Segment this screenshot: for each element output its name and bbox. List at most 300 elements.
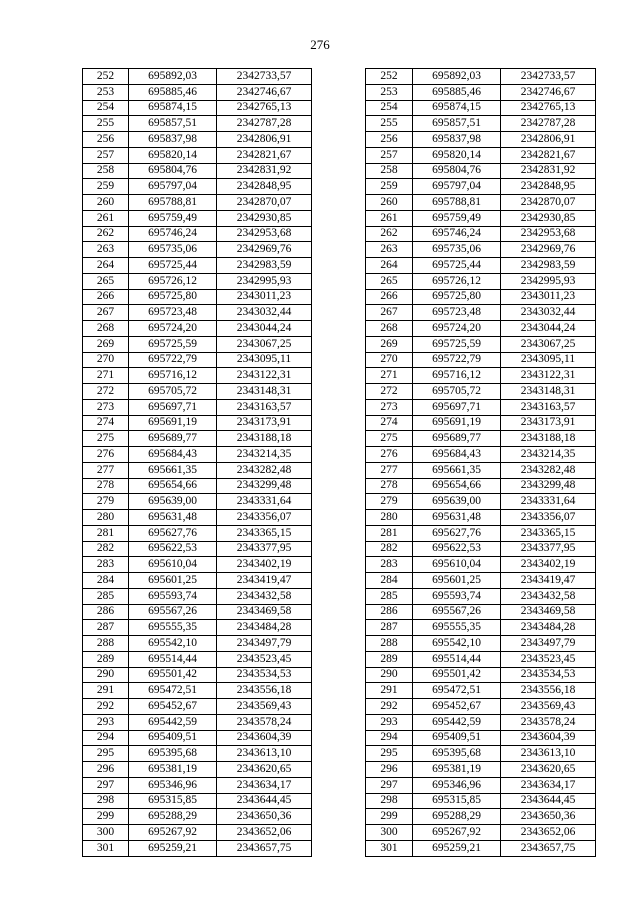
right-x-coordinate-cell: 695820,14 [413,147,501,163]
right-point-number-cell: 285 [366,588,413,604]
table-row [83,604,596,620]
column-gap [312,415,366,431]
right-point-number-cell: 256 [366,132,413,148]
right-point-number-cell: 266 [366,289,413,305]
right-point-number-cell: 267 [366,305,413,321]
right-y-coordinate-cell: 2343556,18 [501,683,596,699]
table-row [83,289,596,305]
table-row [83,273,596,289]
left-y-coordinate-cell: 2343523,45 [217,651,312,667]
left-x-coordinate-cell: 695797,04 [129,179,217,195]
right-point-number-cell: 283 [366,557,413,573]
right-point-number-cell: 260 [366,195,413,211]
left-y-coordinate-cell: 2343122,31 [217,368,312,384]
right-y-coordinate-cell: 2342930,85 [501,210,596,226]
right-y-coordinate-cell: 2342983,59 [501,258,596,274]
column-gap [312,525,366,541]
left-x-coordinate-cell: 695639,00 [129,494,217,510]
table-row [83,636,596,652]
left-y-coordinate-cell: 2342733,57 [217,69,312,85]
table-row [83,431,596,447]
left-point-number-cell: 289 [83,651,129,667]
left-x-coordinate-cell: 695726,12 [129,273,217,289]
left-y-coordinate-cell: 2343214,35 [217,447,312,463]
right-y-coordinate-cell: 2343148,31 [501,384,596,400]
right-y-coordinate-cell: 2343523,45 [501,651,596,667]
column-gap [312,147,366,163]
column-gap [312,84,366,100]
right-y-coordinate-cell: 2343497,79 [501,636,596,652]
left-x-coordinate-cell: 695315,85 [129,793,217,809]
table-row [83,525,596,541]
right-point-number-cell: 301 [366,840,413,856]
right-point-number-cell: 296 [366,762,413,778]
right-point-number-cell: 264 [366,258,413,274]
column-gap [312,447,366,463]
table-row [83,399,596,415]
table-row [83,447,596,463]
table-row [83,352,596,368]
right-point-number-cell: 259 [366,179,413,195]
table-row [83,478,596,494]
left-point-number-cell: 268 [83,321,129,337]
left-x-coordinate-cell: 695722,79 [129,352,217,368]
right-y-coordinate-cell: 2343419,47 [501,573,596,589]
right-x-coordinate-cell: 695725,59 [413,336,501,352]
left-y-coordinate-cell: 2343432,58 [217,588,312,604]
right-y-coordinate-cell: 2343652,06 [501,825,596,841]
left-point-number-cell: 279 [83,494,129,510]
right-point-number-cell: 297 [366,777,413,793]
table-row [83,683,596,699]
right-x-coordinate-cell: 695452,67 [413,699,501,715]
right-x-coordinate-cell: 695797,04 [413,179,501,195]
left-y-coordinate-cell: 2342983,59 [217,258,312,274]
left-point-number-cell: 270 [83,352,129,368]
right-y-coordinate-cell: 2343011,23 [501,289,596,305]
left-y-coordinate-cell: 2343620,65 [217,762,312,778]
right-x-coordinate-cell: 695837,98 [413,132,501,148]
column-gap [312,557,366,573]
table-row [83,651,596,667]
right-x-coordinate-cell: 695501,42 [413,667,501,683]
right-x-coordinate-cell: 695716,12 [413,368,501,384]
left-point-number-cell: 299 [83,809,129,825]
left-y-coordinate-cell: 2343148,31 [217,384,312,400]
left-y-coordinate-cell: 2343163,57 [217,399,312,415]
left-y-coordinate-cell: 2343534,53 [217,667,312,683]
right-y-coordinate-cell: 2343044,24 [501,321,596,337]
right-x-coordinate-cell: 695759,49 [413,210,501,226]
column-gap [312,667,366,683]
column-gap [312,699,366,715]
column-gap [312,510,366,526]
left-x-coordinate-cell: 695804,76 [129,163,217,179]
left-x-coordinate-cell: 695705,72 [129,384,217,400]
left-point-number-cell: 284 [83,573,129,589]
left-x-coordinate-cell: 695501,42 [129,667,217,683]
right-y-coordinate-cell: 2343620,65 [501,762,596,778]
column-gap [312,462,366,478]
table-row [83,840,596,856]
table-row [83,730,596,746]
right-y-coordinate-cell: 2342765,13 [501,100,596,116]
right-y-coordinate-cell: 2342746,67 [501,84,596,100]
column-gap [312,289,366,305]
left-y-coordinate-cell: 2343569,43 [217,699,312,715]
column-gap [312,620,366,636]
right-x-coordinate-cell: 695892,03 [413,69,501,85]
right-x-coordinate-cell: 695722,79 [413,352,501,368]
left-y-coordinate-cell: 2343578,24 [217,714,312,730]
right-point-number-cell: 293 [366,714,413,730]
left-point-number-cell: 261 [83,210,129,226]
table-row [83,510,596,526]
left-y-coordinate-cell: 2343657,75 [217,840,312,856]
column-gap [312,825,366,841]
column-gap [312,179,366,195]
left-y-coordinate-cell: 2342848,95 [217,179,312,195]
column-gap [312,69,366,85]
table-row [83,210,596,226]
column-gap [312,100,366,116]
left-y-coordinate-cell: 2343173,91 [217,415,312,431]
left-point-number-cell: 259 [83,179,129,195]
right-point-number-cell: 253 [366,84,413,100]
left-point-number-cell: 252 [83,69,129,85]
left-y-coordinate-cell: 2343365,15 [217,525,312,541]
table-row [83,179,596,195]
left-x-coordinate-cell: 695716,12 [129,368,217,384]
left-x-coordinate-cell: 695788,81 [129,195,217,211]
column-gap [312,683,366,699]
left-x-coordinate-cell: 695724,20 [129,321,217,337]
column-gap [312,273,366,289]
left-point-number-cell: 264 [83,258,129,274]
column-gap [312,399,366,415]
left-point-number-cell: 277 [83,462,129,478]
left-point-number-cell: 265 [83,273,129,289]
table-row [83,384,596,400]
left-y-coordinate-cell: 2343419,47 [217,573,312,589]
left-x-coordinate-cell: 695567,26 [129,604,217,620]
right-x-coordinate-cell: 695691,19 [413,415,501,431]
column-gap [312,478,366,494]
left-point-number-cell: 257 [83,147,129,163]
left-x-coordinate-cell: 695267,92 [129,825,217,841]
left-point-number-cell: 282 [83,541,129,557]
table-row [83,746,596,762]
right-y-coordinate-cell: 2343095,11 [501,352,596,368]
right-point-number-cell: 289 [366,651,413,667]
right-y-coordinate-cell: 2343534,53 [501,667,596,683]
left-x-coordinate-cell: 695820,14 [129,147,217,163]
table-row [83,258,596,274]
left-point-number-cell: 281 [83,525,129,541]
column-gap [312,793,366,809]
left-point-number-cell: 283 [83,557,129,573]
right-y-coordinate-cell: 2343282,48 [501,462,596,478]
left-y-coordinate-cell: 2343604,39 [217,730,312,746]
right-point-number-cell: 281 [366,525,413,541]
right-y-coordinate-cell: 2343402,19 [501,557,596,573]
right-x-coordinate-cell: 695885,46 [413,84,501,100]
right-point-number-cell: 272 [366,384,413,400]
column-gap [312,352,366,368]
right-point-number-cell: 254 [366,100,413,116]
table-row [83,368,596,384]
table-row [83,305,596,321]
right-x-coordinate-cell: 695442,59 [413,714,501,730]
right-point-number-cell: 300 [366,825,413,841]
right-x-coordinate-cell: 695804,76 [413,163,501,179]
right-point-number-cell: 265 [366,273,413,289]
table-row [83,195,596,211]
column-gap [312,777,366,793]
right-x-coordinate-cell: 695654,66 [413,478,501,494]
column-gap [312,305,366,321]
left-x-coordinate-cell: 695601,25 [129,573,217,589]
column-gap [312,746,366,762]
right-y-coordinate-cell: 2343188,18 [501,431,596,447]
right-y-coordinate-cell: 2343569,43 [501,699,596,715]
left-y-coordinate-cell: 2343067,25 [217,336,312,352]
right-x-coordinate-cell: 695639,00 [413,494,501,510]
column-gap [312,588,366,604]
right-x-coordinate-cell: 695259,21 [413,840,501,856]
table-row [83,69,596,85]
right-x-coordinate-cell: 695542,10 [413,636,501,652]
right-y-coordinate-cell: 2343578,24 [501,714,596,730]
table-row [83,226,596,242]
table-row [83,321,596,337]
table-row [83,462,596,478]
left-x-coordinate-cell: 695288,29 [129,809,217,825]
left-y-coordinate-cell: 2343044,24 [217,321,312,337]
left-y-coordinate-cell: 2343497,79 [217,636,312,652]
right-y-coordinate-cell: 2342733,57 [501,69,596,85]
right-x-coordinate-cell: 695381,19 [413,762,501,778]
right-y-coordinate-cell: 2343067,25 [501,336,596,352]
right-x-coordinate-cell: 695723,48 [413,305,501,321]
column-gap [312,762,366,778]
table-row [83,714,596,730]
left-point-number-cell: 254 [83,100,129,116]
right-x-coordinate-cell: 695627,76 [413,525,501,541]
left-x-coordinate-cell: 695885,46 [129,84,217,100]
column-gap [312,494,366,510]
right-x-coordinate-cell: 695267,92 [413,825,501,841]
right-x-coordinate-cell: 695788,81 [413,195,501,211]
left-point-number-cell: 294 [83,730,129,746]
left-y-coordinate-cell: 2343634,17 [217,777,312,793]
right-x-coordinate-cell: 695689,77 [413,431,501,447]
left-point-number-cell: 293 [83,714,129,730]
right-x-coordinate-cell: 695315,85 [413,793,501,809]
left-x-coordinate-cell: 695381,19 [129,762,217,778]
left-y-coordinate-cell: 2343011,23 [217,289,312,305]
left-point-number-cell: 300 [83,825,129,841]
table-row [83,415,596,431]
right-point-number-cell: 292 [366,699,413,715]
table-row [83,762,596,778]
right-x-coordinate-cell: 695555,35 [413,620,501,636]
table-row [83,84,596,100]
table-row [83,667,596,683]
right-x-coordinate-cell: 695409,51 [413,730,501,746]
left-y-coordinate-cell: 2343650,36 [217,809,312,825]
left-x-coordinate-cell: 695725,59 [129,336,217,352]
left-x-coordinate-cell: 695395,68 [129,746,217,762]
right-x-coordinate-cell: 695593,74 [413,588,501,604]
right-point-number-cell: 277 [366,462,413,478]
left-point-number-cell: 258 [83,163,129,179]
left-point-number-cell: 274 [83,415,129,431]
right-y-coordinate-cell: 2343214,35 [501,447,596,463]
right-x-coordinate-cell: 695697,71 [413,399,501,415]
right-point-number-cell: 271 [366,368,413,384]
right-point-number-cell: 284 [366,573,413,589]
left-point-number-cell: 260 [83,195,129,211]
left-x-coordinate-cell: 695542,10 [129,636,217,652]
right-y-coordinate-cell: 2343604,39 [501,730,596,746]
column-gap [312,210,366,226]
right-x-coordinate-cell: 695514,44 [413,651,501,667]
left-x-coordinate-cell: 695472,51 [129,683,217,699]
right-x-coordinate-cell: 695735,06 [413,242,501,258]
right-y-coordinate-cell: 2342969,76 [501,242,596,258]
left-point-number-cell: 276 [83,447,129,463]
right-y-coordinate-cell: 2343484,28 [501,620,596,636]
left-y-coordinate-cell: 2343299,48 [217,478,312,494]
right-x-coordinate-cell: 695622,53 [413,541,501,557]
left-y-coordinate-cell: 2342870,07 [217,195,312,211]
right-point-number-cell: 275 [366,431,413,447]
right-y-coordinate-cell: 2343032,44 [501,305,596,321]
right-point-number-cell: 286 [366,604,413,620]
right-x-coordinate-cell: 695874,15 [413,100,501,116]
left-x-coordinate-cell: 695746,24 [129,226,217,242]
column-gap [312,195,366,211]
left-y-coordinate-cell: 2343377,95 [217,541,312,557]
right-point-number-cell: 282 [366,541,413,557]
right-point-number-cell: 255 [366,116,413,132]
right-x-coordinate-cell: 695857,51 [413,116,501,132]
left-y-coordinate-cell: 2343331,64 [217,494,312,510]
table-row [83,793,596,809]
right-y-coordinate-cell: 2342831,92 [501,163,596,179]
right-x-coordinate-cell: 695288,29 [413,809,501,825]
table-row [83,336,596,352]
column-gap [312,321,366,337]
right-point-number-cell: 280 [366,510,413,526]
left-x-coordinate-cell: 695759,49 [129,210,217,226]
left-point-number-cell: 280 [83,510,129,526]
right-y-coordinate-cell: 2343173,91 [501,415,596,431]
right-y-coordinate-cell: 2342806,91 [501,132,596,148]
left-x-coordinate-cell: 695631,48 [129,510,217,526]
left-y-coordinate-cell: 2343484,28 [217,620,312,636]
right-y-coordinate-cell: 2343657,75 [501,840,596,856]
left-x-coordinate-cell: 695691,19 [129,415,217,431]
column-gap [312,714,366,730]
left-x-coordinate-cell: 695725,44 [129,258,217,274]
right-y-coordinate-cell: 2342787,28 [501,116,596,132]
right-point-number-cell: 278 [366,478,413,494]
left-x-coordinate-cell: 695514,44 [129,651,217,667]
right-x-coordinate-cell: 695631,48 [413,510,501,526]
left-x-coordinate-cell: 695892,03 [129,69,217,85]
right-y-coordinate-cell: 2343122,31 [501,368,596,384]
right-point-number-cell: 257 [366,147,413,163]
left-x-coordinate-cell: 695627,76 [129,525,217,541]
left-y-coordinate-cell: 2342831,92 [217,163,312,179]
left-point-number-cell: 262 [83,226,129,242]
left-point-number-cell: 301 [83,840,129,856]
right-point-number-cell: 295 [366,746,413,762]
left-x-coordinate-cell: 695723,48 [129,305,217,321]
right-y-coordinate-cell: 2343644,45 [501,793,596,809]
left-y-coordinate-cell: 2343613,10 [217,746,312,762]
left-y-coordinate-cell: 2343032,44 [217,305,312,321]
left-x-coordinate-cell: 695689,77 [129,431,217,447]
left-point-number-cell: 286 [83,604,129,620]
left-x-coordinate-cell: 695409,51 [129,730,217,746]
right-y-coordinate-cell: 2343613,10 [501,746,596,762]
left-y-coordinate-cell: 2343652,06 [217,825,312,841]
left-y-coordinate-cell: 2342806,91 [217,132,312,148]
table-row [83,494,596,510]
left-point-number-cell: 255 [83,116,129,132]
left-point-number-cell: 291 [83,683,129,699]
left-point-number-cell: 272 [83,384,129,400]
table-row [83,573,596,589]
right-point-number-cell: 268 [366,321,413,337]
left-point-number-cell: 295 [83,746,129,762]
right-y-coordinate-cell: 2343356,07 [501,510,596,526]
right-point-number-cell: 287 [366,620,413,636]
left-point-number-cell: 278 [83,478,129,494]
column-gap [312,242,366,258]
column-gap [312,730,366,746]
left-point-number-cell: 273 [83,399,129,415]
left-y-coordinate-cell: 2342995,93 [217,273,312,289]
right-point-number-cell: 294 [366,730,413,746]
column-gap [312,541,366,557]
table-row [83,557,596,573]
left-y-coordinate-cell: 2343095,11 [217,352,312,368]
right-x-coordinate-cell: 695661,35 [413,462,501,478]
right-y-coordinate-cell: 2343432,58 [501,588,596,604]
table-row [83,699,596,715]
right-x-coordinate-cell: 695601,25 [413,573,501,589]
right-point-number-cell: 270 [366,352,413,368]
left-x-coordinate-cell: 695442,59 [129,714,217,730]
right-y-coordinate-cell: 2342995,93 [501,273,596,289]
left-point-number-cell: 287 [83,620,129,636]
left-point-number-cell: 285 [83,588,129,604]
left-y-coordinate-cell: 2342821,67 [217,147,312,163]
left-x-coordinate-cell: 695346,96 [129,777,217,793]
table-row [83,116,596,132]
column-gap [312,651,366,667]
table-row [83,147,596,163]
left-x-coordinate-cell: 695593,74 [129,588,217,604]
column-gap [312,226,366,242]
right-point-number-cell: 298 [366,793,413,809]
left-point-number-cell: 275 [83,431,129,447]
right-x-coordinate-cell: 695472,51 [413,683,501,699]
